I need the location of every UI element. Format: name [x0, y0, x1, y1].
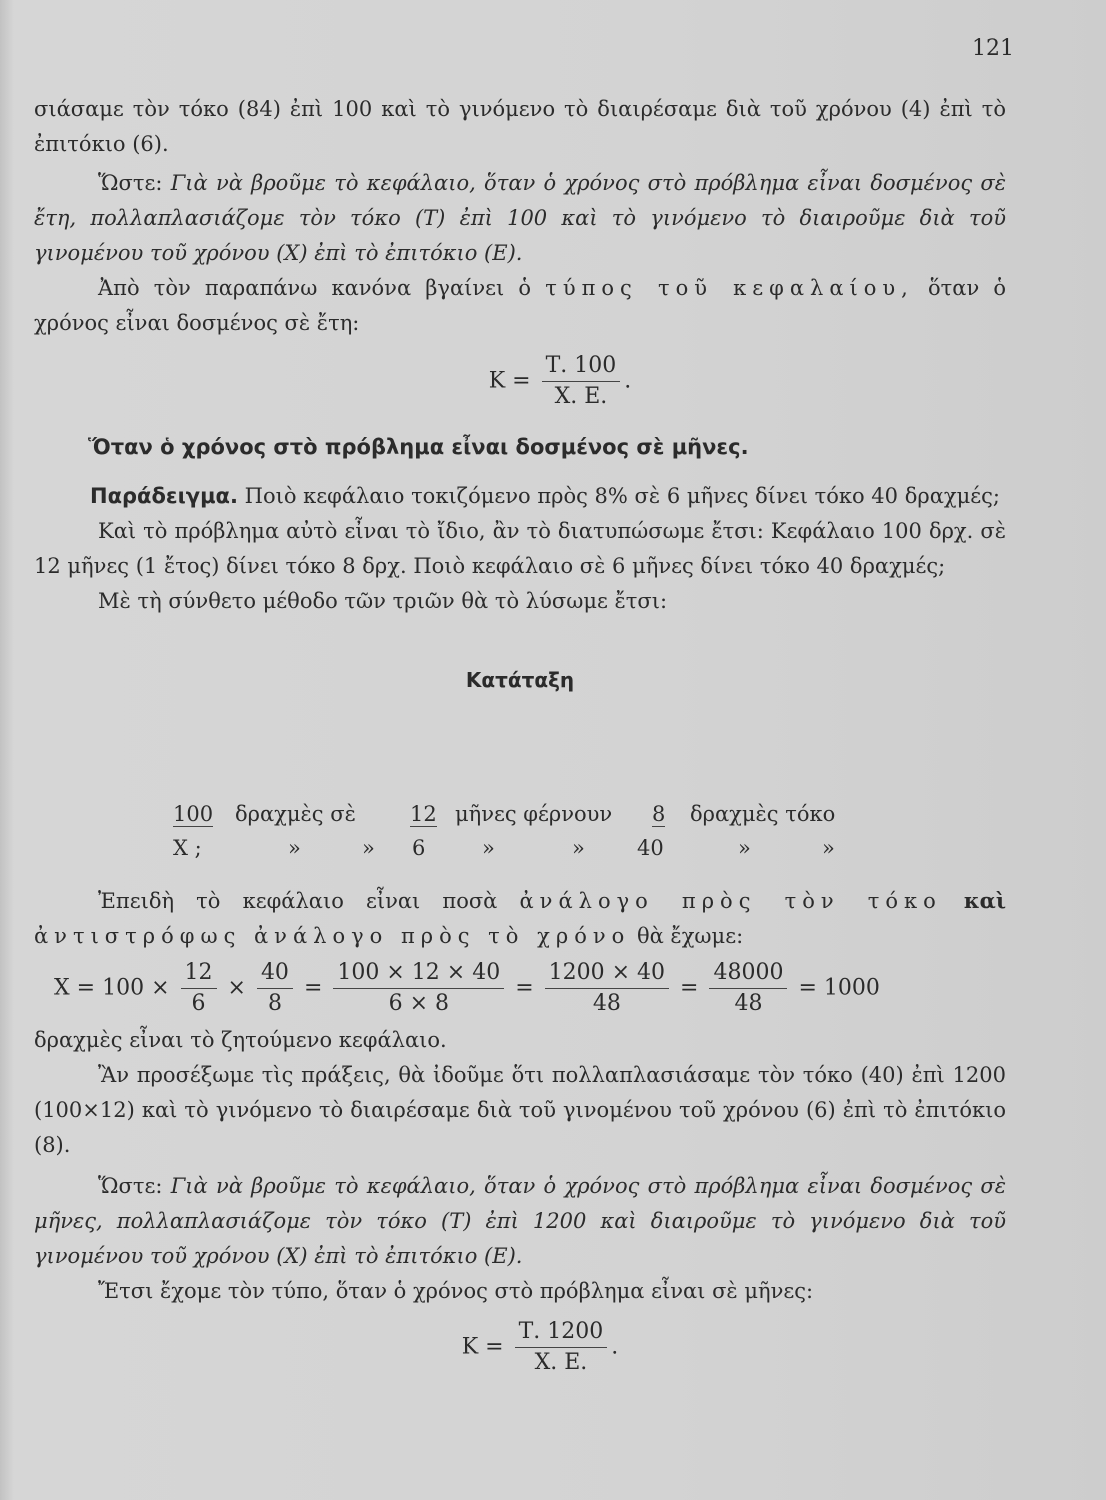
cell-r1-text3: δραχμὲς τόκο	[690, 802, 836, 826]
paragraph-observe: Ἂν προσέξωμε τὶς πράξεις, θὰ ἰδοῦμε ὅτι πολλαπλασιάσαμε τὸν τόκο (40) ἐπὶ 1200 (100×12) καὶ τὸ γινόμενο τὸ διαιρέσαμε διὰ τοῦ γινομένου τοῦ χρόνου (6) ἐπὶ τὸ ἐπιτόκιο (8).	[34, 1063, 1006, 1157]
rule-text: Γιὰ νὰ βροῦμε τὸ κεφάλαιο, ὅταν ὁ χρόνος στὸ πρόβλημα εἶναι δοσμένος σὲ ἔτη, πολλαπλασιάζομε τὸν τόκο (Τ) ἐπὶ 100 καὶ τὸ γινόμενο τὸ διαιροῦμε διὰ τοῦ γινομένου τοῦ χρόνου (Χ) ἐπὶ τὸ ἐπιτόκιο (Ε).	[34, 171, 1006, 265]
cell-r2-months: 6	[412, 836, 426, 860]
cell-r1-text2: μῆνες φέρνουν	[455, 802, 613, 826]
cell-r2-ditto: »	[822, 836, 835, 860]
cell-r1-text1: δραχμὲς σὲ	[235, 802, 356, 826]
cell-r2-ditto: »	[482, 836, 495, 860]
paragraph-restate: Καὶ τὸ πρόβλημα αὐτὸ εἶναι τὸ ἴδιο, ἂν τὸ διατυπώσωμε ἔτσι: Κεφάλαιο 100 δρχ. σὲ 12 μῆνες (1 ἔτος) δίνει τόκο 8 δρχ. Ποιὸ κεφάλαιο σὲ 6 μῆνες δίνει τόκο 40 δραχμές;	[34, 519, 1006, 578]
cell-r1-amount: 100	[173, 802, 214, 826]
spaced-text: ἀνάλογο πρὸς τὸν τόκο	[519, 889, 942, 913]
text-a: Ἐπειδὴ τὸ κεφάλαιο εἶναι ποσὰ	[98, 889, 498, 913]
formula-denominator: Χ. Ε.	[554, 384, 608, 409]
calc-result: = 1000	[798, 975, 880, 1001]
page-number: 121	[972, 36, 1014, 61]
times-sign: ×	[227, 975, 246, 1001]
paragraph-result: δραχμὲς εἶναι τὸ ζητούμενο κεφάλαιο.	[34, 1028, 447, 1052]
equals-sign: =	[303, 975, 323, 1001]
formula-months	[34, 1319, 1006, 1376]
fraction-40-8: $\frac{40}{8}$	[257, 960, 293, 1017]
page-body-lower	[34, 883, 1006, 1376]
paragraph-formula-months-intro: Ἔτσι ἔχομε τὸν τύπο, ὅταν ὁ χρόνος στὸ πρόβλημα εἶναι σὲ μῆνες:	[98, 1279, 814, 1303]
text-c: ὅταν ὁ χρόνος εἶναι δοσμένος σὲ ἔτη:	[34, 276, 1006, 335]
page-body	[34, 92, 1006, 698]
rule-text: Γιὰ νὰ βροῦμε τὸ κεφάλαιο, ὅταν ὁ χρόνος στὸ πρόβλημα εἶναι δοσμένος σὲ μῆνες, πολλαπλασιάζομε τὸν τόκο (Τ) ἐπὶ 1200 καὶ διαιροῦμε τὸ γινόμενο διὰ τοῦ γινομένου τοῦ χρόνου (Χ) ἐπὶ τὸ ἐπιτόκιο (Ε).	[34, 1174, 1006, 1268]
rule-years	[34, 166, 1006, 271]
rule-lead: Ὥστε:	[98, 171, 163, 195]
rule-lead: Ὥστε:	[98, 1174, 163, 1198]
fraction-48000: $\frac{48000}{48}$	[709, 960, 787, 1017]
cell-r2-ditto: »	[738, 836, 751, 860]
katataxi-table	[0, 800, 1106, 870]
formula-end: .	[624, 368, 632, 394]
text-a: Ἀπὸ τὸν παραπάνω κανόνα βγαίνει ὁ	[98, 276, 532, 300]
example	[34, 479, 1006, 514]
katataxi-title: Κατάταξη	[465, 668, 575, 692]
paragraph-intro: σιάσαμε τὸν τόκο (84) ἐπὶ 100 καὶ τὸ γινόμενο τὸ διαιρέσαμε διὰ τοῦ χρόνου (4) ἐπὶ τὸ ἐπιτόκιο (6).	[34, 97, 1006, 156]
formula-end: .	[611, 1334, 619, 1360]
equals-sign: =	[680, 975, 699, 1001]
spaced-text: ἀντιστρόφως ἀνάλογο πρὸς τὸ χρόνο	[34, 924, 631, 948]
formula-numerator: Τ. 1200	[515, 1319, 608, 1348]
formula-lhs: Κ =	[461, 1334, 504, 1360]
cell-r2-interest: 40	[637, 836, 664, 860]
heading-months: Ὅταν ὁ χρόνος στὸ πρόβλημα εἶναι δοσμένος σὲ μῆνες.	[88, 435, 749, 459]
text-e: θὰ ἔχωμε:	[636, 924, 744, 948]
formula-denominator: Χ. Ε.	[534, 1350, 588, 1375]
spaced-text: τύπος τοῦ κεφαλαίου,	[545, 276, 914, 300]
formula-years	[34, 353, 1006, 410]
formula-lhs: Κ =	[488, 368, 531, 394]
fraction-1200: $\frac{1200 \times 40}{48}$	[545, 960, 669, 1017]
calculation	[54, 960, 1006, 1017]
cell-r1-months: 12	[410, 802, 437, 826]
paragraph-formula-intro	[34, 271, 1006, 341]
paragraph-proportion	[34, 883, 1006, 954]
calc-x: Χ = 100 ×	[54, 975, 170, 1001]
cell-r2-x: Χ ;	[173, 836, 202, 860]
cell-r1-interest: 8	[652, 802, 666, 826]
paragraph-method: Μὲ τὴ σύνθετο μέθοδο τῶν τριῶν θὰ τὸ λύσωμε ἔτσι:	[98, 589, 668, 613]
text-and: καὶ	[963, 888, 1006, 913]
formula-fraction	[515, 1319, 608, 1376]
equals-sign: =	[515, 975, 534, 1001]
formula-fraction	[542, 353, 621, 410]
example-text: Ποιὸ κεφάλαιο τοκιζόμενο πρὸς 8% σὲ 6 μῆνες δίνει τόκο 40 δραχμές;	[244, 484, 1000, 508]
fraction-12-6: $\frac{12}{6}$	[181, 960, 217, 1017]
cell-r2-ditto: »	[362, 836, 375, 860]
fraction-product: $\frac{100 \times 12 \times 40}{6 \times 8}$	[333, 960, 504, 1017]
example-label: Παράδειγμα.	[90, 484, 238, 508]
formula-numerator: Τ. 100	[542, 353, 621, 382]
cell-r2-ditto: »	[288, 836, 301, 860]
rule-months	[34, 1169, 1006, 1274]
cell-r2-ditto: »	[572, 836, 585, 860]
